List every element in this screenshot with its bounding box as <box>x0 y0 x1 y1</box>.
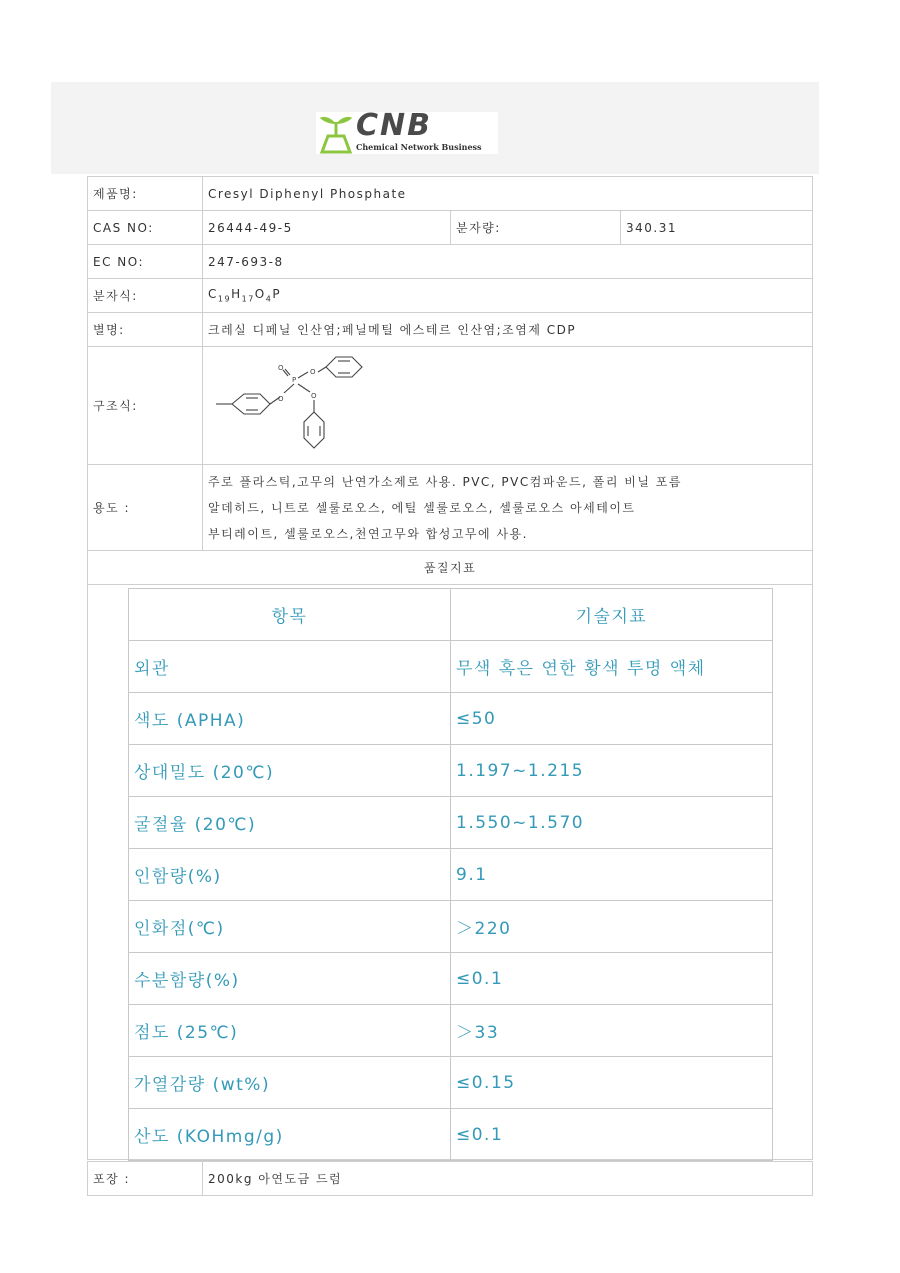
product-label: 제품명: <box>88 177 203 211</box>
spec-cell: ＞220 <box>451 901 773 953</box>
formula-o-count: 4 <box>265 294 273 304</box>
table-row <box>129 1109 773 1161</box>
cas-row <box>88 211 813 245</box>
usage-line: 알데히드, 니트로 셀룰로오스, 에틸 셀룰로오스, 셀룰로오스 아세테이트 <box>208 500 636 515</box>
cas-value: 26444-49-5 <box>203 211 451 245</box>
svg-text:O: O <box>278 394 286 403</box>
spec-cell: 1.550~1.570 <box>451 797 773 849</box>
item-cell: 상대밀도 (20℃) <box>129 745 451 797</box>
table-row <box>129 745 773 797</box>
packaging-row <box>88 1162 813 1196</box>
svg-text:P: P <box>292 375 298 384</box>
svg-text:O: O <box>311 391 319 400</box>
quality-title-row <box>88 551 813 585</box>
item-cell: 가열감량 (wt%) <box>129 1057 451 1109</box>
quality-table <box>128 588 773 1161</box>
usage-line: 부티레이트, 셀룰로오스,천연고무와 합성고무에 사용. <box>208 526 528 541</box>
formula-o: O <box>254 287 266 302</box>
company-logo <box>316 108 498 154</box>
item-cell: 인함량(%) <box>129 849 451 901</box>
packaging-value: 200kg 아연도금 드럼 <box>203 1162 813 1196</box>
plant-logo-icon <box>318 112 354 154</box>
mw-value: 340.31 <box>621 211 813 245</box>
formula-h-count: 17 <box>241 294 255 304</box>
spec-cell: ≤50 <box>451 693 773 745</box>
formula-p: P <box>272 287 282 302</box>
formula-label: 분자식: <box>88 279 203 313</box>
ec-row <box>88 245 813 279</box>
spec-cell: 1.197~1.215 <box>451 745 773 797</box>
logo-text: CNB <box>356 108 432 143</box>
usage-value <box>203 465 813 551</box>
mw-label: 분자량: <box>451 211 621 245</box>
item-cell: 굴절율 (20℃) <box>129 797 451 849</box>
header-item: 항목 <box>129 589 451 641</box>
formula-c-count: 19 <box>217 294 232 304</box>
item-cell: 산도 (KOHmg/g) <box>129 1109 451 1161</box>
product-value: Cresyl Diphenyl Phosphate <box>203 177 813 211</box>
structure-cell <box>203 347 813 465</box>
header-spec: 기술지표 <box>451 589 773 641</box>
table-row <box>129 1005 773 1057</box>
structure-formula-diagram <box>208 350 378 462</box>
packaging-label: 포장 : <box>88 1162 203 1196</box>
quality-title: 품질지표 <box>88 551 813 585</box>
item-cell: 점도 (25℃) <box>129 1005 451 1057</box>
svg-text:O: O <box>278 363 286 372</box>
usage-label: 용도 : <box>88 465 203 551</box>
alias-label: 별명: <box>88 313 203 347</box>
spec-cell: ＞33 <box>451 1005 773 1057</box>
table-row <box>129 797 773 849</box>
product-info-table <box>87 176 813 585</box>
spec-cell: 9.1 <box>451 849 773 901</box>
alias-value: 크레실 디페닐 인산염;페닐메틸 에스테르 인산염;조염제 CDP <box>203 313 813 347</box>
spec-cell: ≤0.1 <box>451 1109 773 1161</box>
structure-label: 구조식: <box>88 347 203 465</box>
formula-h: H <box>231 287 242 302</box>
quality-header-row <box>129 589 773 641</box>
usage-line: 주로 플라스틱,고무의 난연가소제로 사용. PVC, PVC컴파운드, 폴리 비닐 포름 <box>208 474 682 489</box>
table-row <box>129 901 773 953</box>
table-row <box>129 693 773 745</box>
formula-value <box>203 279 813 313</box>
item-cell: 외관 <box>129 641 451 693</box>
structure-row <box>88 347 813 465</box>
usage-row <box>88 465 813 551</box>
cas-label: CAS NO: <box>88 211 203 245</box>
logo-subtitle: Chemical Network Business <box>356 142 482 152</box>
formula-row <box>88 279 813 313</box>
table-row <box>129 953 773 1005</box>
svg-text:O: O <box>310 367 318 376</box>
ec-value: 247-693-8 <box>203 245 813 279</box>
spec-cell: ≤0.15 <box>451 1057 773 1109</box>
table-row <box>129 849 773 901</box>
product-row <box>88 177 813 211</box>
spec-cell: ≤0.1 <box>451 953 773 1005</box>
item-cell: 수분함량(%) <box>129 953 451 1005</box>
table-row <box>129 1057 773 1109</box>
item-cell: 인화점(℃) <box>129 901 451 953</box>
spec-cell: 무색 혹은 연한 황색 투명 액체 <box>451 641 773 693</box>
alias-row <box>88 313 813 347</box>
formula-c: C <box>208 287 218 302</box>
packaging-table <box>87 1161 813 1196</box>
item-cell: 색도 (APHA) <box>129 693 451 745</box>
ec-label: EC NO: <box>88 245 203 279</box>
table-row <box>129 641 773 693</box>
